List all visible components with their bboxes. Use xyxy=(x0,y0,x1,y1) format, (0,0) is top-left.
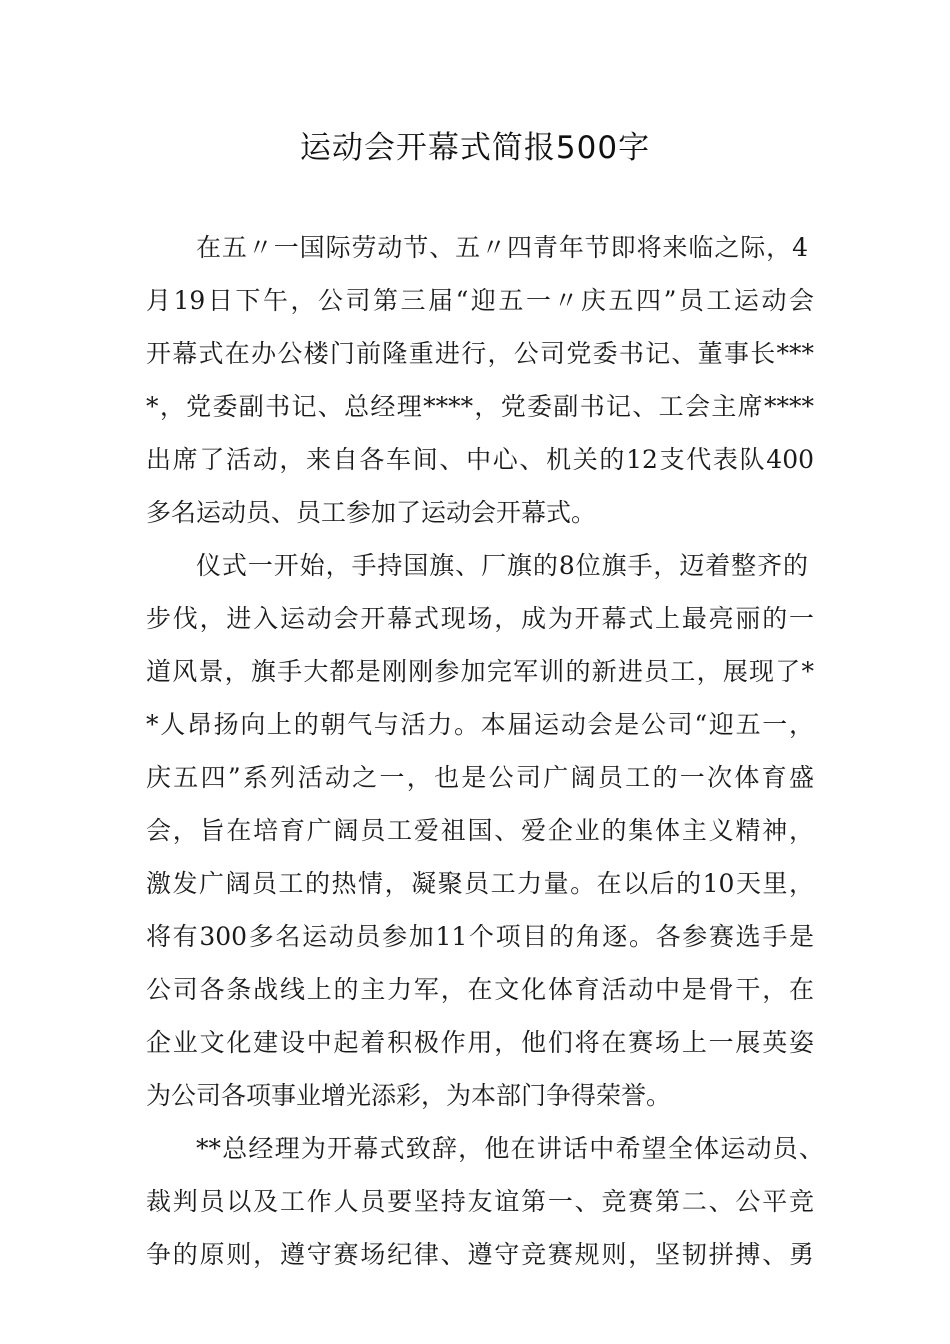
paragraph-2-line-9: 公司各条战线上的主力军，在文化体育活动中是骨干，在 xyxy=(146,975,814,1004)
paragraph-2-line-8: 将有300多名运动员参加11个项目的角逐。各参赛选手是 xyxy=(146,922,814,951)
paragraph-1-line-6: 多名运动员、员工参加了运动会开幕式。 xyxy=(146,498,597,527)
paragraph-1-line-5: 出席了活动，来自各车间、中心、机关的12支代表队400 xyxy=(146,445,814,474)
paragraph-2-line-1: 仪式一开始，手持国旗、厂旗的8位旗手，迈着整齐的 xyxy=(196,551,808,580)
paragraph-2-line-10: 企业文化建设中起着积极作用，他们将在赛场上一展英姿 xyxy=(146,1028,814,1057)
paragraph-1-line-1: 在五〃一国际劳动节、五〃四青年节即将来临之际，4 xyxy=(196,233,808,262)
paragraph-1-line-3: 开幕式在办公楼门前隆重进行，公司党委书记、董事长*** xyxy=(146,339,814,368)
paragraph-2-line-2: 步伐，进入运动会开幕式现场，成为开幕式上最亮丽的一 xyxy=(146,604,814,633)
paragraph-2-line-4: *人昂扬向上的朝气与活力。本届运动会是公司“迎五一， xyxy=(146,710,814,739)
paragraph-3-line-2: 裁判员以及工作人员要坚持友谊第一、竞赛第二、公平竞 xyxy=(146,1187,814,1216)
paragraph-3-line-3: 争的原则，遵守赛场纪律、遵守竞赛规则，坚韧拼搏、勇 xyxy=(146,1240,814,1269)
paragraph-2-line-11: 为公司各项事业增光添彩，为本部门争得荣誉。 xyxy=(146,1081,672,1110)
paragraph-2-line-6: 会，旨在培育广阔员工爱祖国、爱企业的集体主义精神， xyxy=(146,816,814,845)
paragraph-1-line-2: 月19日下午，公司第三届“迎五一〃庆五四”员工运动会 xyxy=(146,286,814,315)
paragraph-1-line-4: *，党委副书记、总经理****，党委副书记、工会主席**** xyxy=(146,392,814,421)
paragraph-2-line-5: 庆五四”系列活动之一，也是公司广阔员工的一次体育盛 xyxy=(146,763,814,792)
paragraph-2-line-3: 道风景，旗手大都是刚刚参加完军训的新进员工，展现了* xyxy=(146,657,814,686)
paragraph-2-line-7: 激发广阔员工的热情，凝聚员工力量。在以后的10天里， xyxy=(146,869,814,898)
document-title: 运动会开幕式简报500字 xyxy=(299,130,651,166)
paragraph-3-line-1: **总经理为开幕式致辞，他在讲话中希望全体运动员、 xyxy=(196,1134,824,1163)
